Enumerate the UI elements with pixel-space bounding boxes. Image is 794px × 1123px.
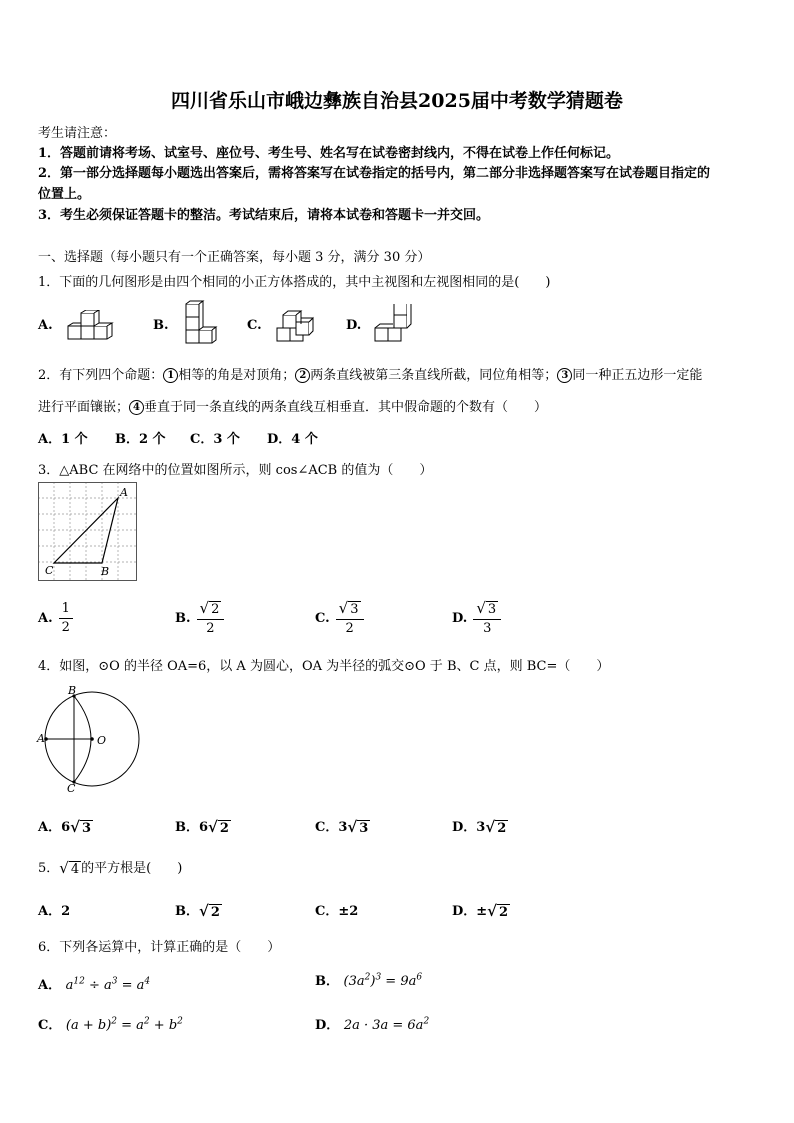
denominator: 2 <box>206 620 215 636</box>
sqrt: √ 2 <box>487 902 509 920</box>
q2-stem: 2．有下列四个命题： <box>38 368 164 383</box>
q3-grid-figure <box>38 482 138 583</box>
q6-option-d: D． $2a \cdot 3a = 6a^2$ <box>315 1016 430 1033</box>
sqrt: √ 2 <box>199 598 220 617</box>
q1-option-c-label: C. <box>247 318 262 333</box>
q3-stem: 3．△ABC 在网络中的位置如图所示，则 cos∠ACB 的值为（ ） <box>38 463 433 478</box>
q5-option-d: D．±√ 2 <box>452 902 509 920</box>
circle-number-3: 3 <box>557 368 572 383</box>
q2-proposition-3-cont: 进行平面镶嵌； <box>38 400 130 415</box>
q3-option-c-label: C. <box>315 610 330 626</box>
q3-point-b: B <box>101 565 110 578</box>
q4-point-o: O <box>97 734 107 747</box>
q3-point-c: C <box>45 564 54 577</box>
q3-option-d <box>452 598 501 638</box>
section-heading: 一、选择题（每小题只有一个正确答案，每小题 3 分，满分 30 分） <box>38 250 431 265</box>
fraction <box>473 599 501 638</box>
circle-number-4: 4 <box>129 400 144 415</box>
denominator: 2 <box>345 620 354 636</box>
q2-proposition-4: 垂直于同一条直线的两条直线互相垂直．其中假命题的个数有（ ） <box>144 400 548 415</box>
q6-option-b: B． $(3a^2)^3 = 9a^6$ <box>315 972 423 989</box>
q2-option-c: C．3 个 <box>190 432 240 447</box>
q4-option-a: A．6√ 3 <box>38 818 92 836</box>
sqrt: √ 3 <box>338 598 359 617</box>
notice-item-1: 1．答题前请将考场、试室号、座位号、考生号、姓名写在试卷密封线内，不得在试卷上作任何标记。 <box>38 146 620 161</box>
q2-line-1 <box>38 364 702 383</box>
circle-number-2: 2 <box>295 368 310 383</box>
q3-option-b-label: B. <box>175 610 191 626</box>
q1-stem: 1．下面的几何图形是由四个相同的小正方体搭成的，其中主视图和左视图相同的是( ) <box>38 275 551 290</box>
q1-option-d-figure <box>372 304 420 346</box>
q4-point-b: B <box>68 684 77 697</box>
notice-item-2: 2．第一部分选择题每小题选出答案后，需将答案写在试卷指定的括号内，第二部分非选择题答案写在试卷题目指定的 <box>38 166 711 181</box>
notice-heading: 考生请注意： <box>38 126 117 141</box>
q3-option-c <box>315 598 364 638</box>
q4-option-d: D．3√ 2 <box>452 818 507 836</box>
q6-option-c-expression: $(a + b)^2 = a^2 + b^2$ <box>65 1016 183 1033</box>
circle-number-1: 1 <box>163 368 178 383</box>
fraction <box>336 599 364 638</box>
q5-number: 5． <box>38 861 60 876</box>
q4-circle-figure <box>36 684 142 794</box>
q4-option-b: B．6√ 2 <box>175 818 229 836</box>
sqrt: √ 4 <box>59 859 80 877</box>
sqrt: √ 2 <box>485 818 507 836</box>
q2-option-d: D．4 个 <box>267 432 318 447</box>
page-title: 四川省乐山市峨边彝族自治县2025届中考数学猜题卷 <box>171 90 623 112</box>
q2-proposition-1: 相等的角是对顶角； <box>178 368 296 383</box>
sqrt: √ 3 <box>347 818 369 836</box>
q3-point-a: A <box>120 486 128 499</box>
q1-option-b-label: B. <box>153 318 169 333</box>
q3-option-a-label: A. <box>38 610 53 626</box>
q5-text: 的平方根是( ) <box>81 861 183 876</box>
q5-option-a: A．2 <box>38 904 71 919</box>
q4-stem: 4．如图，⊙O 的半径 OA=6，以 A 为圆心，OA 为半径的弧交⊙O 于 B、C 点，则 BC=（ ） <box>38 659 610 674</box>
q2-option-a: A．1 个 <box>38 432 88 447</box>
sqrt: √ 3 <box>70 818 92 836</box>
q3-option-a <box>38 598 73 638</box>
fraction <box>59 600 73 637</box>
numerator: 1 <box>59 600 73 619</box>
q6-stem: 6．下列各运算中，计算正确的是（ ） <box>38 940 281 955</box>
notice-item-3: 3．考生必须保证答题卡的整洁。考试结束后，请将本试卷和答题卡一并交回。 <box>38 208 490 223</box>
q5-option-b: B．√ 2 <box>175 902 220 920</box>
numerator <box>473 599 501 620</box>
q5-stem <box>38 857 182 878</box>
q6-option-c: C． $(a + b)^2 = a^2 + b^2$ <box>38 1016 183 1033</box>
q4-option-c: C．3√ 3 <box>315 818 369 836</box>
sqrt: √ 2 <box>199 902 220 920</box>
q6-option-b-expression: $(3a^2)^3 = 9a^6$ <box>343 972 423 989</box>
q4-point-c: C <box>67 782 76 794</box>
sqrt: √ 3 <box>476 598 497 617</box>
q1-option-b-figure <box>180 300 220 348</box>
fraction <box>197 599 225 638</box>
q1-option-a-figure <box>66 310 122 344</box>
denominator: 3 <box>483 620 492 636</box>
denominator: 2 <box>61 619 70 635</box>
q2-line-2 <box>38 396 547 415</box>
numerator <box>336 599 364 620</box>
q2-option-b: B．2 个 <box>115 432 166 447</box>
q2-proposition-2: 两条直线被第三条直线所截，同位角相等； <box>310 368 558 383</box>
q2-proposition-3: 同一种正五边形一定能 <box>572 368 703 383</box>
q6-option-a-expression: $a^{12} \div a^3 = a^4$ <box>65 976 151 993</box>
q4-point-a: A <box>37 732 45 745</box>
q3-option-d-label: D. <box>452 610 468 626</box>
q1-option-d-label: D. <box>346 318 362 333</box>
q5-option-c: C．±2 <box>315 904 359 919</box>
q6-option-a: A． $a^{12} \div a^3 = a^4$ <box>38 976 151 993</box>
numerator <box>197 599 225 620</box>
q1-option-c-figure <box>273 306 323 346</box>
q6-option-d-expression: $2a \cdot 3a = 6a^2$ <box>343 1016 430 1033</box>
sqrt: √ 2 <box>208 818 229 836</box>
q1-option-a-label: A. <box>38 318 53 333</box>
notice-item-2-cont: 位置上。 <box>38 187 91 202</box>
q3-option-b <box>175 598 224 638</box>
